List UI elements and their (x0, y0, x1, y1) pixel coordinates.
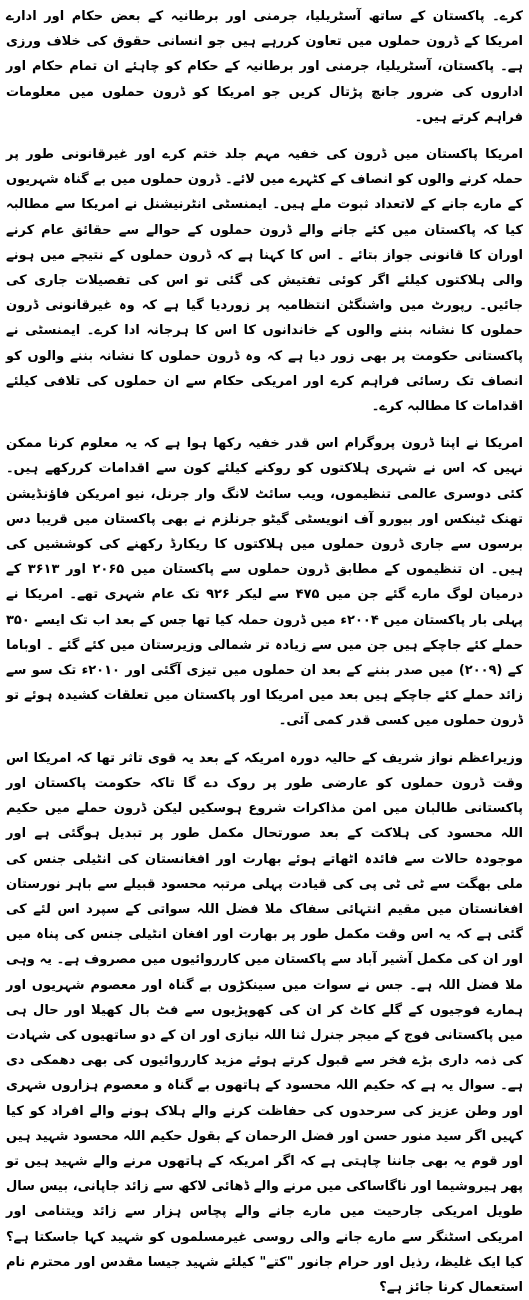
article-paragraph-4: وزیراعظم نواز شریف کے حالیہ دورہ امریکہ کے بعد یہ قوی تاثر تھا کہ امریکا اس وقت ڈرون حملوں کو عارضی طور پر روک دے گا تاکہ حکومت پاکستان اور پاکستانی طالبان میں امن مذاکرات شروع ہوسکیں لیکن ڈرون حملے میں حکیم اللہ محسود کی ہلاکت کے بعد صورتحال مکمل طور پر تبدیل ہوگئی ہے اور موجودہ حالات سے فائدہ اٹھاتے ہوئے بھارت اور افغانستان کی انٹیلی جنس کی ملی بھگت سے ٹی ٹی پی کی قیادت پہلی مرتبہ محسود قبیلے سے باہر نورستان افغانستان میں مقیم انتہائی سفاک ملا فضل اللہ سواتی کے سپرد اس لئے کی گئی ہے کہ یہ اس وقت مکمل طور پر بھارت اور افغان انٹیلی جنس کی پناہ میں اور ان کی مکمل آشیر آباد سے پاکستان میں کارروائیوں میں مصروف ہے۔ یہ وہی ملا فضل اللہ ہے۔ جس نے سوات میں سینکڑوں بے گناہ اور معصوم شہریوں اور ہمارے فوجیوں کے گلے کاٹ کر ان کی کھوپڑیوں سے فٹ بال کھیلا اور حال ہی میں پاکستانی فوج کے میجر جنرل ثنا اللہ نیازی اور ان کے دو ساتھیوں کی شہادت کی ذمہ داری بڑے فخر سے قبول کرتے ہوئے مزید کارروائیوں کی بھی دھمکی دی ہے۔ سوال یہ ہے کہ حکیم اللہ محسود کے ہاتھوں بے گناہ و معصوم ہزاروں شہری اور وطن عزیز کی سرحدوں کی حفاظت کرنے والے ہلاک ہونے والے افراد کو کیا کہیں اگر سید منور حسن اور فضل الرحمان کے بقول حکیم اللہ محسود شہید ہیں اور قوم یہ بھی جاننا چاہتی ہے کہ اگر امریکہ کے ہاتھوں مرنے والے شہید ہیں تو پھر ہیروشیما اور ناگاساکی میں مرنے والے ڈھائی لاکھ سے زائد جاپانی، بیس سال طویل امریکی جارحیت میں مارے جانے والے پچاس ہزار سے زائد ویتنامی اور امریکی اسٹنگر سے مارے جانے والی روسی غیرمسلموں کو شہید کہا جاسکتا ہے؟ کیا ایک غلیظ، رذیل اور حرام جانور "کتے" کیلئے شہید جیسا مقدس اور محترم نام استعمال کرنا جائز ہے؟ (6, 750, 523, 1295)
article-paragraph-2: امریکا پاکستان میں ڈرون کی خفیہ مہم جلد ختم کرے اور غیرقانونی طور پر حملہ کرنے والوں کو انصاف کے کٹہرے میں لائے۔ ڈرون حملوں میں بے گناہ شہریوں کے مارے جانے کے لاتعداد ثبوت ملے ہیں۔ ایمنسٹی انٹرنیشنل نے امریکا سے مطالبہ کیا کہ پاکستان میں کئے جانے والے ڈرون حملوں کے حوالے سے حقائق عام کرنے اوران کا قانونی جواز بتائے ۔ اس کا کہنا ہے کہ ڈرون حملوں کے نتیجے میں ہونے والی ہلاکتوں کیلئے اگر کوئی تفتیش کی گئی تو اس کی تفصیلات جاری کی جائیں۔ رپورٹ میں واشنگٹن انتظامیہ پر زوردیا گیا ہے کہ وہ غیرقانونی ڈرون حملوں کا نشانہ بننے والوں کے خاندانوں کا اس کا ہرجانہ ادا کرے۔ ایمنسٹی نے پاکستانی حکومت پر بھی زور دیا ہے کہ وہ ڈرون حملوں کا نشانہ بننے والوں کو انصاف تک رسائی فراہم کرے اور امریکی حکام سے ان حملوں کی تلافی کیلئے اقدامات کا مطالبہ کرے۔ (6, 147, 523, 415)
article-paragraph-3: امریکا نے اپنا ڈرون پروگرام اس قدر خفیہ رکھا ہوا ہے کہ یہ معلوم کرنا ممکن نہیں کہ اس نے شہری ہلاکتوں کو روکنے کیلئے کون سے اقدامات کررکھے ہیں۔ کئی دوسری عالمی تنظیموں، ویب سائٹ لانگ وار جرنل، نیو امریکن فاؤنڈیشن تھنک ٹینکس اور بیورو آف انویسٹی گیٹو جرنلزم نے بھی پاکستان میں قریبا دس برسوں سے جاری ڈرون حملوں میں ہلاکتوں کا ریکارڈ رکھنے کی کوششیں کی ہیں۔ ان تنظیموں کے مطابق ڈرون حملوں سے پاکستان میں ۲۰۶۵ اور ۳۶۱۳ کے درمیان لوگ مارے گئے جن میں ۴۷۵ سے لیکر ۹۲۶ تک عام شہری تھے۔ امریکا نے پہلی بار پاکستان میں ۲۰۰۴ء میں ڈرون حملہ کیا تھا جس کے بعد اب تک ایسے ۳۵۰ حملے کئے جاچکے ہیں جن میں سے زیادہ تر شمالی وزیرستان میں کئے گئے ۔ اوباما کے (۲۰۰۹) میں صدر بننے کے بعد ان حملوں میں تیزی آگئی اور ۲۰۱۰ء تک سو سے زائد حملے کئے جاچکے ہیں بعد میں امریکا اور پاکستان میں تعلقات کشیدہ ہوئے تو ڈرون حملوں میں کسی قدر کمی آئی۔ (6, 436, 523, 729)
article-paragraph-1: کرے۔ پاکستان کے ساتھ آسٹریلیا، جرمنی اور برطانیہ کے بعض حکام اور ادارے امریکا کے ڈرون حملوں میں تعاون کررہے ہیں جو انسانی حقوق کی خلاف ورزی ہے۔ پاکستان، آسٹریلیا، جرمنی اور برطانیہ کے حکام کو چاہئے ان تمام حکام اور اداروں کی ضرور جانچ پڑتال کریں جو امریکا کو ڈرون حملوں میں معلومات فراہم کرتے ہیں۔ (6, 9, 523, 125)
